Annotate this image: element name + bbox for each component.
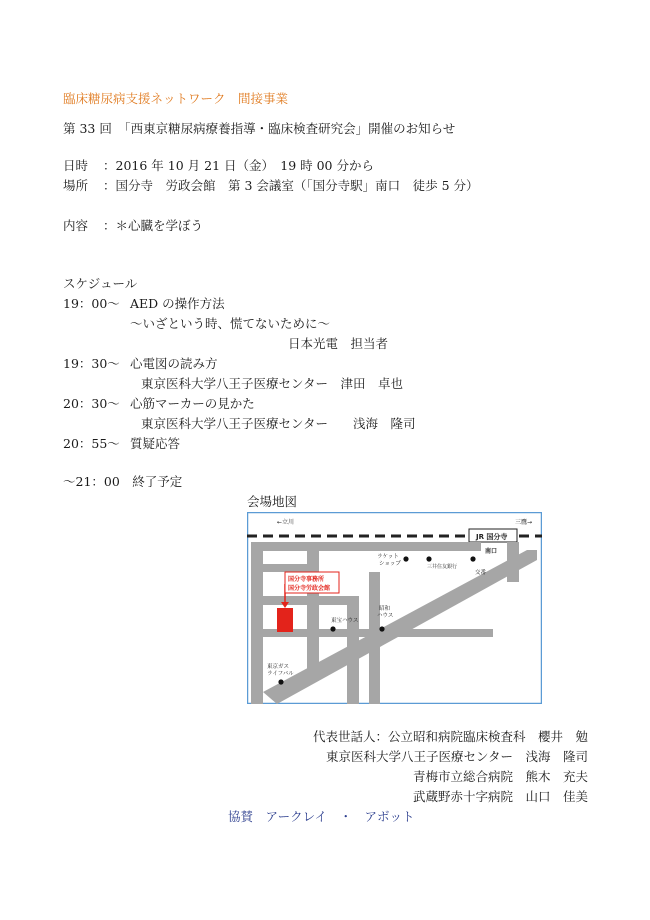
schedule-title: 心電図の読み方 <box>130 356 218 371</box>
map-label-south-exit: 南口 <box>485 548 498 555</box>
venue-block <box>277 608 293 632</box>
map-label-racquet: ラケットショップ <box>377 554 401 567</box>
schedule-speaker: 日本光電 担当者 <box>288 336 389 351</box>
schedule-time: 20：55～ <box>63 436 120 451</box>
date-value: ：2016 年 10 月 21 日（金） 19 時 00 分から <box>103 158 374 173</box>
schedule-time: 19：30～ <box>63 356 120 371</box>
schedule-subtitle: ～いざという時、慌てないために～ <box>130 316 331 331</box>
organizer-row: 代表世話人：公立昭和病院臨床検査科 櫻井 勉 <box>312 729 588 744</box>
map-caption: 会場地図 <box>247 494 298 509</box>
schedule-title: 心筋マーカーの見かた <box>130 396 255 411</box>
organizer-row: 東京医科大学八王子医療センター 浅海 隆司 <box>325 749 588 764</box>
map-label-station: JR 国分寺 <box>476 533 508 541</box>
venue-label-hall: 国分寺労政会館 <box>288 585 331 592</box>
venue-map <box>247 512 542 704</box>
map-label-gas: 東京ガスライフバル <box>267 664 294 677</box>
place-value: ：国分寺 労政会館 第 3 会議室（「国分寺駅」南口 徒歩 5 分） <box>103 178 479 193</box>
map-label-mitsui: 三井住友銀行 <box>427 564 458 570</box>
schedule-end: ～21：00 終了予定 <box>63 474 183 489</box>
map-label-showa: 昭和ハウス <box>377 606 394 619</box>
schedule-title: 質疑応答 <box>130 436 181 451</box>
content-value: ：＊心臓を学ぼう <box>103 218 204 233</box>
schedule-speaker: 東京医科大学八王子医療センター 津田 卓也 <box>141 376 404 391</box>
schedule-time: 19：00～ <box>63 296 120 311</box>
organization-sub: 間接事業 <box>238 91 289 106</box>
organization-name: 臨床糖尿病支援ネットワーク <box>63 91 226 106</box>
schedule-title: AED の操作方法 <box>130 296 225 311</box>
organization-header <box>63 89 288 107</box>
place-label: 場所 <box>63 178 89 193</box>
organizer-row: 青梅市立総合病院 熊木 充夫 <box>412 769 588 784</box>
sponsor-line: 協賛 アークレイ ・ アボット <box>228 809 415 824</box>
schedule-heading: スケジュール <box>63 276 138 291</box>
map-label-mitaka: 三鷹→ <box>515 519 533 526</box>
venue-label-office: 国分寺事務所 <box>288 576 325 583</box>
map-label-tachikawa: ←立川 <box>277 519 295 526</box>
schedule-time: 20：30～ <box>63 396 120 411</box>
date-label: 日時 <box>63 158 89 173</box>
page-title: 第 33 回 「西東京糖尿病療養指導・臨床検査研究会」開催のお知らせ <box>63 121 456 136</box>
map-label-toho: 東宝ハウス <box>331 618 359 624</box>
map-label-kouban: 交番 <box>475 570 487 576</box>
content-label: 内容 <box>63 218 89 233</box>
schedule-speaker: 東京医科大学八王子医療センター 浅海 隆司 <box>141 416 416 431</box>
organizer-row: 武蔵野赤十字病院 山口 佳美 <box>412 789 588 804</box>
